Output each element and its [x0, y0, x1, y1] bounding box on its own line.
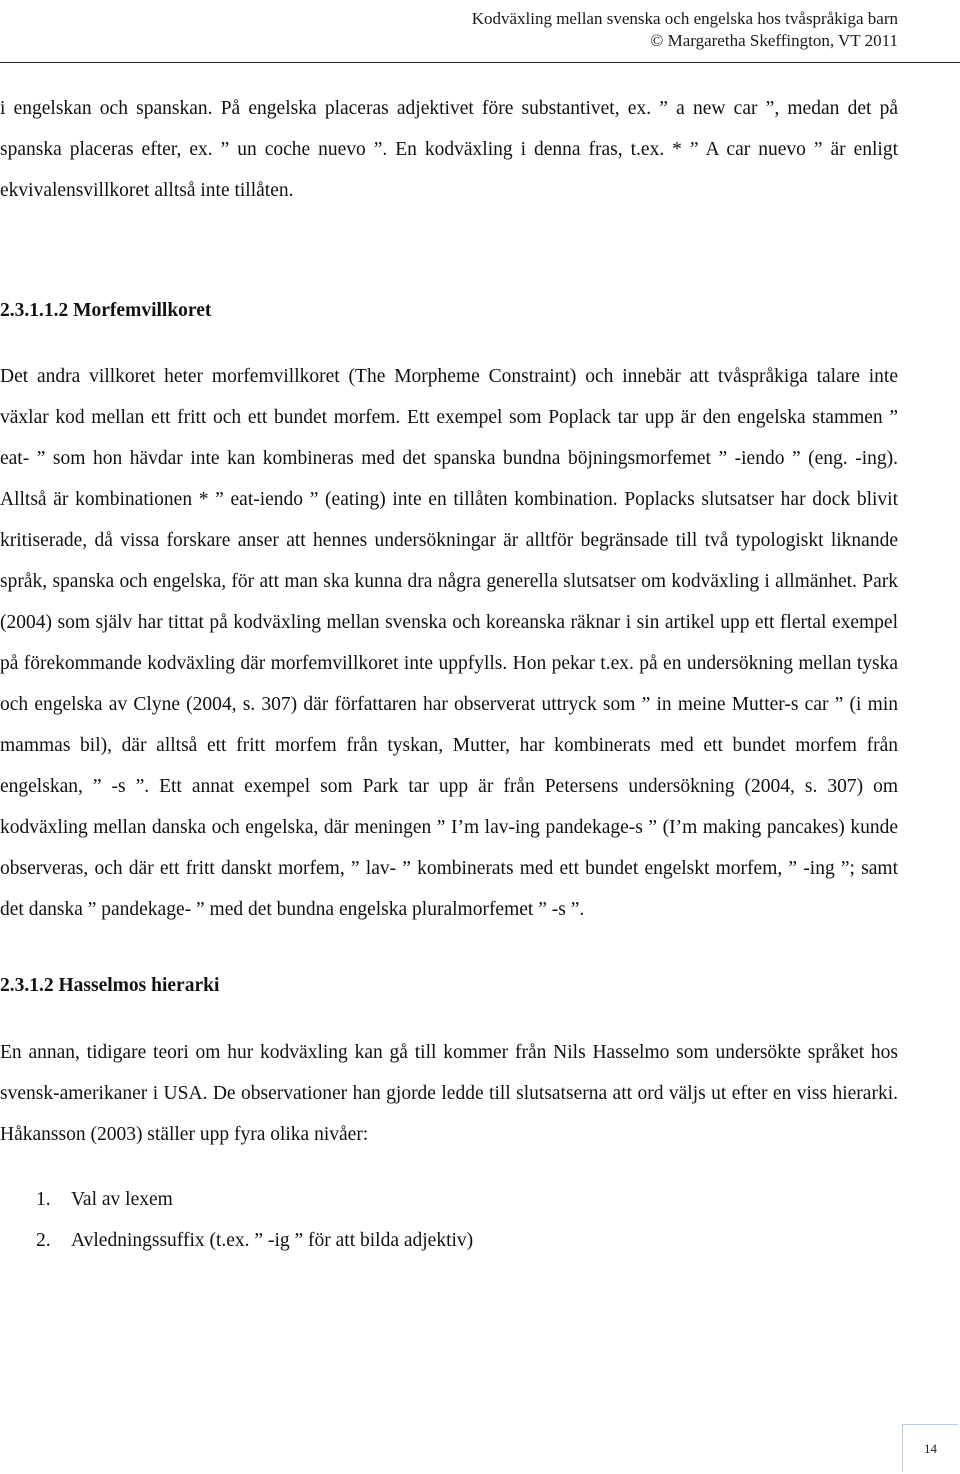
header-copyright: © Margaretha Skeffington, VT 2011: [650, 31, 898, 50]
section-heading-hasselmo: 2.3.1.2 Hasselmos hierarki: [0, 975, 220, 996]
list-item-text: Val av lexem: [71, 1189, 173, 1210]
section-paragraph-morfemvillkoret: Det andra villkoret heter morfemvillkoret (The Morpheme Constraint) och innebär att tvåspråkiga talare inte växlar kod mellan ett fritt och ett bundet morfem. Ett exempel som Poplack tar upp är den engelska stammen ” eat- ” som hon hävdar inte kan kombineras med det spanska bundna böjningsmorfemet ” -iendo ” (eng. -ing). Alltså är kombinationen * ” eat-iendo ” (eating) inte en tillåten kombination. Poplacks slutsatser har dock blivit kritiserade, då vissa forskare anser att hennes undersökningar är alltför begränsade till två typologiskt liknande språk, spanska och engelska, för att man ska kunna dra några generella slutsatser om kodväxling i allmänhet. Park (2004) som själv har tittat på kodväxling mellan svenska och koreanska räknar i sin artikel upp ett flertal exempel på förekommande kodväxling där morfemvillkoret inte uppfylls. Hon pekar t.ex. på en undersökning mellan tyska och engelska av Clyne (2004, s. 307) där författaren har observerat uttryck som ” in meine Mutter-s car ” (i min mammas bil), där alltså ett fritt morfem från tyskan, Mutter, har kombinerats med ett bundet morfem från engelskan, ” -s ”. Ett annat exempel som Park tar upp är från Petersens undersökning (2004, s. 307) om kodväxling mellan danska och engelska, där meningen ” I’m lav-ing pandekage-s ” (I’m making pancakes) kunde observeras, och där ett fritt danskt morfem, ” lav- ” kombinerats med ett bundet engelskt morfem, ” -ing ”; samt det danska ” pandekage- ” med det bundna engelska pluralmorfemet ” -s ”.: [0, 366, 898, 920]
hierarchy-list: [36, 1179, 898, 1261]
page-header: [472, 8, 898, 52]
list-item: [36, 1220, 898, 1261]
page-body: [0, 88, 898, 1261]
page-number: 14: [902, 1424, 958, 1472]
header-divider: [0, 62, 960, 63]
list-item: [36, 1179, 898, 1220]
intro-paragraph: i engelskan och spanskan. På engelska placeras adjektivet före substantivet, ex. ” a new car ”, medan det på spanska placeras efter, ex. ” un coche nuevo ”. En kodväxling i denna fras, t.ex. * ” A car nuevo ” är enligt ekvivalensvillkoret alltså inte tillåten.: [0, 98, 898, 201]
list-item-number: 2.: [36, 1230, 51, 1251]
list-item-text: Avledningssuffix (t.ex. ” -ig ” för att bilda adjektiv): [71, 1230, 474, 1251]
list-item-number: 1.: [36, 1189, 51, 1210]
section-heading-morfemvillkoret: 2.3.1.1.2 Morfemvillkoret: [0, 300, 212, 321]
header-title: Kodväxling mellan svenska och engelska hos tvåspråkiga barn: [471, 9, 898, 28]
section-paragraph-hasselmo: En annan, tidigare teori om hur kodväxling kan gå till kommer från Nils Hasselmo som undersökte språket hos svensk-amerikaner i USA. De observationer han gjorde ledde till slutsatserna att ord väljs ut efter en viss hierarki. Håkansson (2003) ställer upp fyra olika nivåer:: [0, 1042, 898, 1145]
